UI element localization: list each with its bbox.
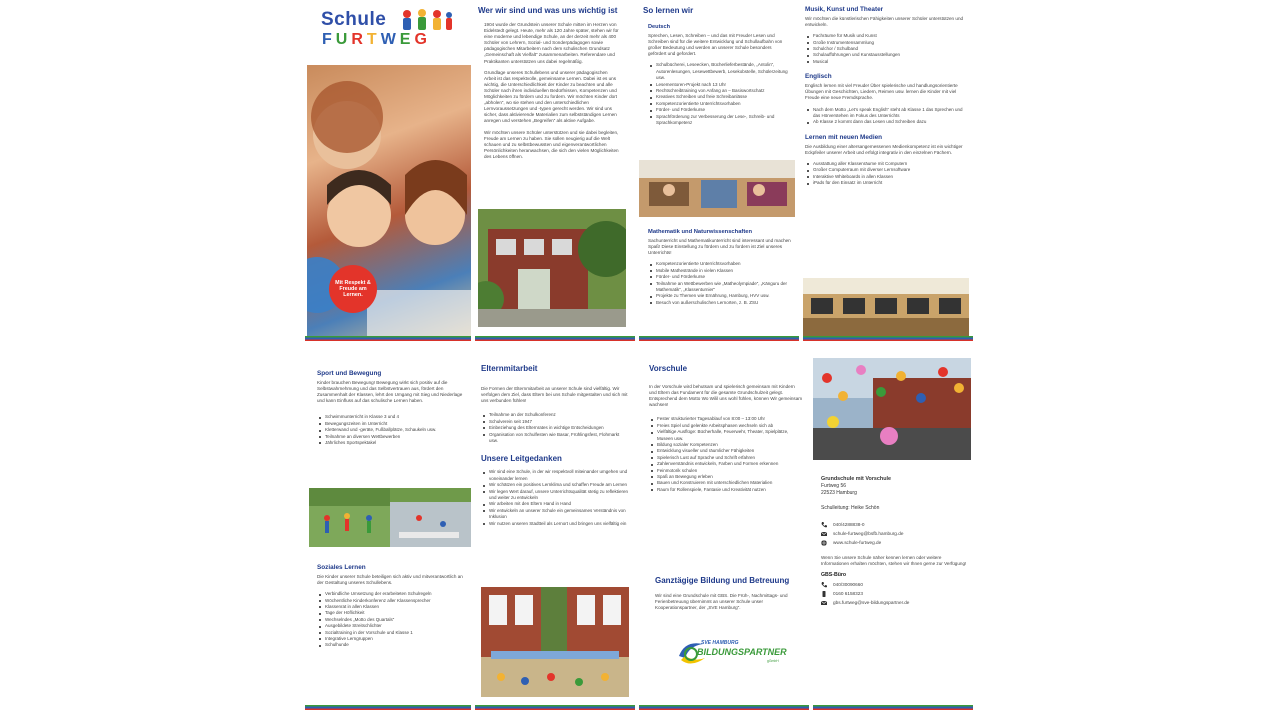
list-item: Teilnahme an Wettbewerben wie „Matheolympiade“, „Känguru der Mathematik“, „Klassenturnier“ bbox=[656, 281, 793, 294]
schoolyard-event-photo bbox=[481, 587, 629, 697]
paragraph: In der Vorschule wird behutsam und spielerisch gemeinsam mit Kindern und Eltern das Fundament für die gesamte Grundschulzeit gelegt. Entsprechend dem Motto Wo Wilil uns wohl fühlen, können Wir gemeinsam wachsen! bbox=[649, 384, 803, 408]
email-row bbox=[821, 529, 969, 538]
city: 22523 Hamburg bbox=[821, 490, 857, 496]
panel-preschool bbox=[639, 350, 809, 716]
logo-letter: E bbox=[399, 31, 413, 48]
paragraph: Grundlage unseres Schullebens und unserer pädagogischen Arbeit ist das respektvolle, gemeinsame Lernen. Dabei ist es uns wichtig, die Unterschiedlichkeit der Kinder zu beachten und alle Schüler nach ihren individuellen Bedürfnissen, Kompetenzen und Möglichkeiten zu fördern und zu fordern. Wir möchten Kinder dort „abholen“, wo sie stehen und den unterschiedlichen Lernvoraussetzungen und -typen gerecht werden. Wir sind uns sicher, dass aktivierende Materialien zum selbstständigen Lernen anregen und verstehen „Begreifen“ als aktive Aufgabe. bbox=[484, 69, 618, 124]
section-title-deutsch: Deutsch bbox=[648, 24, 671, 30]
list-item: Fachräume für Musik und Kunst bbox=[813, 33, 969, 39]
mail-icon bbox=[821, 600, 827, 606]
deutsch-list bbox=[648, 62, 790, 126]
logo-schule-text: Schule bbox=[321, 9, 387, 30]
computer-room-photo bbox=[803, 278, 969, 336]
globe-icon bbox=[821, 540, 827, 546]
list-item: Zahlenverständnis entwickeln, Farben und Formen erkennen bbox=[657, 461, 803, 467]
paragraph: Sprechen, Lesen, Schreiben – und das mit Freude! Lesen und Schreiben sind für die weitere Entwicklung und Schullaufbahn von großer Bedeutung und werden an unserer Schule besonders gefördert und gefordert. bbox=[648, 33, 783, 57]
section-title-gbs: Ganztägige Bildung und Betreuung bbox=[655, 576, 790, 585]
school-name: Grundschule mit Vorschule bbox=[821, 476, 891, 482]
list-item: Ausgebildete Streitschlichter bbox=[325, 623, 467, 629]
list-item: Große Instrumentensammlung bbox=[813, 40, 969, 46]
logo-letter: W bbox=[380, 31, 398, 48]
color-stripe bbox=[639, 336, 799, 341]
list-item: Teilnahme an diversen Wettbewerben bbox=[325, 434, 467, 440]
list-item: Freies Spiel und gelenkte Arbeitsphasen wechseln sich ab bbox=[657, 423, 803, 429]
paragraph: Englisch lernen mit viel Freude! Über spielerische und handlungsorientierte Übungen mit Geschichten, Liedern, Reimen usw. lernen die Kinder mit viel Freude eine neue Fremdsprache. bbox=[805, 83, 958, 101]
list-item: Schwimmunterricht in Klasse 3 und 4 bbox=[325, 414, 467, 420]
sve-logo-top-text: SVE HAMBURG bbox=[701, 640, 739, 646]
panel-contact bbox=[813, 350, 973, 716]
list-item: Bauen und Konstruieren mit unterschiedlichen Materialien bbox=[657, 480, 803, 486]
list-item: Interaktive Whiteboards in allen Klassen bbox=[813, 174, 969, 180]
logo-letter: G bbox=[414, 31, 429, 48]
list-item: Kompetenzorientierte Unterrichtsvorhaben bbox=[656, 101, 790, 107]
section-title-social: Soziales Lernen bbox=[317, 564, 366, 571]
panel-sport-social bbox=[305, 350, 471, 716]
list-item: Großer Computerraum mit diverser Lernsoftware bbox=[813, 167, 969, 173]
gbs-mobile-row bbox=[821, 589, 969, 598]
paragraph: Sachunterricht und Mathematikunterricht sind interessant und machen Spaß! Diese Einstellung zu fördern und zu fordern ist Ziel unseres Unterrichts! bbox=[648, 238, 791, 256]
panel-title: Wer wir sind und was uns wichtig ist bbox=[478, 6, 618, 15]
sve-logo-main-text: BILDUNGSPARTNER bbox=[697, 647, 787, 657]
motto-badge: Mit Respekt & Freude am Lernen. bbox=[329, 265, 377, 313]
list-item: Mobile Mathestrände in vielen Klassen bbox=[656, 268, 793, 274]
headmaster: Schulleitung: Heike Schön bbox=[821, 505, 880, 511]
paragraph: Wir sind eine Grundschule mit GBS. Die Früh-, Nachmittags- und Ferienbetreuung übernimmt an unserer Schule unser Kooperationspartner, der „SVE Hamburg“. bbox=[655, 593, 788, 611]
web-row bbox=[821, 538, 969, 547]
gbs-office-title: GBS-Büro bbox=[821, 572, 847, 579]
sve-bildungspartner-logo bbox=[675, 638, 785, 670]
phone-icon bbox=[821, 582, 827, 588]
list-item: Spaß an Bewegung erleben bbox=[657, 474, 803, 480]
paragraph: Die Ausbildung einer altersangemessenen Medienkompetenz ist ein wichtiger Eckpfeiler unserer Arbeit und erfolgt integrativ in den einzelnen Fächern. bbox=[805, 143, 963, 155]
phone-icon bbox=[821, 522, 827, 528]
list-item: Wir legen Wert darauf, unsere Unterrichtsqualität stetig zu reflektieren und weiter zu entwickeln bbox=[489, 488, 628, 500]
section-title-english: Englisch bbox=[805, 73, 832, 81]
media-list bbox=[805, 161, 969, 187]
paragraph: Wir möchten unsere Schüler unterstützen und sie dabei begleiten, Freude am Lernen zu haben. Sie sollen neugierig auf die Welt schauen und zu selbstbewussten und eigenverantwortlichen Persönlichkeiten heranwachsen, die sich den vielen Möglichkeiten des Lebens öffnen. bbox=[484, 129, 619, 159]
gbs-mobile-text: 0160 6158323 bbox=[833, 591, 863, 597]
logo-letter: T bbox=[366, 31, 379, 48]
color-stripe bbox=[305, 336, 471, 341]
list-item: Schulverein seit 1947 bbox=[489, 419, 629, 425]
list-item: Spielerisch Lust auf Sprache und Schrift erfahren bbox=[657, 455, 803, 461]
guiding-principles-list bbox=[481, 469, 629, 527]
section-title-music: Musik, Kunst und Theater bbox=[805, 6, 884, 13]
color-stripe bbox=[305, 705, 471, 710]
list-item: Schulchor / Schulband bbox=[813, 46, 969, 52]
math-list bbox=[648, 261, 793, 306]
list-item: Fester strukturierter Tagesablauf von 8:00 – 13:00 Uhr bbox=[657, 416, 803, 422]
mail-icon bbox=[821, 531, 827, 537]
list-item: Einbeziehung des Elternrates in wichtige Entscheidungen bbox=[489, 425, 629, 431]
paragraph: Die Kinder unserer Schule beteiligen sich aktiv und mitverantwortlich an der Gestaltung unseres Schullebens. bbox=[317, 574, 463, 586]
list-item: Sprachförderung zur Verbesserung der Lese-, Schreib- und Sprachkompetenz bbox=[656, 114, 790, 127]
music-list bbox=[805, 33, 969, 65]
section-title-media: Lernen mit neuen Medien bbox=[805, 133, 883, 141]
paragraph: Wir möchten die künstlerischen Fähigkeiten unserer Schüler unterstützen und entwickeln. bbox=[805, 16, 964, 28]
street: Furtweg 56 bbox=[821, 483, 847, 489]
invitation-text: Wenn Sie unsere Schule näher kennen lernen oder weitere Informationen erhalten möchten, stehen wir Ihnen gerne zur Verfügung! bbox=[821, 555, 967, 567]
list-item: Wir sind eine Schule, in der wir respektvoll miteinander umgehen und voneinander lernen bbox=[489, 469, 628, 481]
list-item: Förder- und Förderkurse bbox=[656, 274, 793, 280]
logo-letter: F bbox=[322, 31, 334, 48]
list-item: Schulbücherei, Leseecken, Bücherlieferbestände, „Antolin“, Autorenlesungen, Lesewettbewerb, Lesekobstelle, Schülerzeitung usw. bbox=[656, 62, 790, 81]
color-stripe bbox=[475, 705, 635, 710]
logo-letter: R bbox=[351, 31, 365, 48]
section-title-parents: Elternmitarbeit bbox=[481, 364, 538, 373]
list-item: Wir arbeiten mit den Eltern Hand in Hand bbox=[489, 501, 629, 507]
social-list bbox=[317, 591, 467, 649]
parents-list bbox=[481, 412, 629, 444]
list-item: Wechselndes „Motto des Quartals“ bbox=[325, 617, 467, 623]
list-item: Ab Klasse 2 kommt dann das Lesen und Schreiben dazu bbox=[813, 119, 969, 125]
gbs-phone-text: 040/30090660 bbox=[833, 582, 863, 588]
panel-so-lernen-wir bbox=[639, 3, 799, 342]
list-item: Projekte zu Themen wie Ernährung, Hamburg, HVV usw. bbox=[656, 293, 793, 299]
panel-music-english-media bbox=[803, 3, 973, 342]
list-item: Bildung sozialer Kompetenzen bbox=[657, 442, 803, 448]
preschool-list bbox=[649, 416, 803, 493]
list-item: Klassenrat in allen Klassen bbox=[325, 604, 467, 610]
mobile-phone-icon bbox=[821, 591, 827, 597]
list-item: Schulhunde bbox=[325, 642, 467, 648]
kids-illustration-icon bbox=[397, 8, 455, 32]
list-item: Kompetenzorientierte Unterrichtsvorhaben bbox=[656, 261, 793, 267]
color-stripe bbox=[639, 705, 809, 710]
section-title-guiding-principles: Unsere Leitgedanken bbox=[481, 454, 562, 464]
list-item: Organisation von Schulfesten wie Basar, Frühlingsfest, Flohmarkt usw. bbox=[489, 432, 629, 445]
list-item: Sozialtraining in der Vorschule und Klasse 1 bbox=[325, 630, 467, 636]
list-item: Rechtschreibtraining von Anfang an – Basiswortschatz bbox=[656, 88, 790, 94]
section-title-sport: Sport und Bewegung bbox=[317, 370, 382, 377]
balloons-photo bbox=[813, 358, 971, 460]
list-item: iPads für den Einsatz im Unterricht bbox=[813, 180, 969, 186]
list-item: Tage der Höflichkeit bbox=[325, 610, 467, 616]
gbs-email-row bbox=[821, 598, 969, 607]
paragraph: 1904 wurde der Grundstein unserer Schule mitten im Herzen von Eidelstedt gelegt. Heute, mehr als 120 Jahre später, stehen wir für eine moderne und lebendige Schule, an der derzeit mehr als 400 Schüler von Lehrern, Sozial- und Sonderpädagogen sowie pädagogischen Mitarbeitern nach dem schulischen Grundsatz „Gemeinschaft als Vielfalt“ zusammenarbeiten. Referendare und Praktikanten unterstützen uns dabei regelmäßig. bbox=[484, 22, 619, 64]
color-stripe bbox=[475, 336, 635, 341]
list-item: Verbindliche Umsetzung der erarbeiteten Schulregeln bbox=[325, 591, 467, 597]
section-title-preschool: Vorschule bbox=[649, 364, 688, 373]
color-stripe bbox=[813, 705, 973, 710]
list-item: Schulaufführungen und Kunstausstellungen bbox=[813, 52, 969, 58]
classroom-photo bbox=[639, 160, 795, 217]
panel-who-we-are bbox=[475, 3, 635, 342]
list-item: Besuch von außerschulischen Lernorten, z. B. ZSU bbox=[656, 300, 793, 306]
list-item: Kreatives Schreiben und freie Schreibanlässe bbox=[656, 94, 790, 100]
list-item: Wir nutzen unseren Stadtteil als Lernort und bringen uns vielfältig ein bbox=[489, 521, 629, 527]
list-item: Feinmotorik schulen bbox=[657, 468, 803, 474]
list-item: Bewegungszeiten im Unterricht bbox=[325, 421, 467, 427]
list-item: Integrative Lerngruppen bbox=[325, 636, 467, 642]
paragraph: Die Formen der Elternmitarbeit an unserer Schule sind vielfältig. Wir verfolgen dem Ziel, dass Eltern bei uns Schule mitgestalten und sich mit uns verbunden fühlen! bbox=[481, 386, 628, 404]
cover-panel bbox=[305, 3, 471, 342]
school-building-photo bbox=[478, 209, 626, 327]
color-stripe bbox=[803, 336, 973, 341]
web-text[interactable]: www.schule-furtweg.de bbox=[833, 540, 882, 545]
list-item: Entwicklung visueller und räumlicher Fähigkeiten bbox=[657, 448, 803, 454]
sport-list bbox=[317, 414, 467, 446]
brochure-inside bbox=[305, 350, 973, 716]
sports-photo bbox=[309, 488, 471, 547]
logo-letter: U bbox=[335, 31, 350, 48]
list-item: Lesementoren-Projekt nach 13 Uhr bbox=[656, 82, 790, 88]
list-item: Jährliches Sportspektakel bbox=[325, 440, 467, 446]
list-item: Förder- und Förderkurse bbox=[656, 107, 790, 113]
section-title-math: Mathematik und Naturwissenschaften bbox=[648, 229, 753, 235]
english-list bbox=[805, 107, 969, 126]
list-item: Musical bbox=[813, 59, 969, 65]
logo-furtweg bbox=[321, 31, 430, 49]
list-item: Raum für Rollenspiele, Fantasie und Kreativität nutzen bbox=[657, 487, 803, 493]
phone-row bbox=[821, 520, 969, 529]
list-item: Kletterwand und -geräte, Fußballplätze, Schaukeln usw. bbox=[325, 427, 467, 433]
list-item: Wir schätzen ein positives Lernklima und schaffen Freude am Lernen bbox=[489, 482, 627, 488]
list-item: Vielfältige Ausflüge: Bücherhalle, Feuerwehr, Theater, Spielplätze, Museen usw. bbox=[657, 429, 803, 442]
phone-text: 040/4288838-0 bbox=[833, 522, 865, 527]
contact-address bbox=[821, 476, 969, 497]
email-text[interactable]: schule-furtweg@bsfb.hamburg.de bbox=[833, 531, 904, 536]
list-item: Ausstattung aller Klassenräume mit Computern bbox=[813, 161, 969, 167]
gbs-email-text[interactable]: gbs.furtweg@sve-bildungspartner.de bbox=[833, 600, 910, 606]
panel-parents bbox=[475, 350, 635, 716]
brochure-outside bbox=[305, 3, 973, 342]
panel-title: So lernen wir bbox=[643, 6, 694, 15]
list-item: Nach dem Motto „Let’s speak English“ steht ab Klasse 1 das Sprechen und das Hörverstehen im Fokus des Unterrichts bbox=[813, 107, 969, 120]
list-item: Teilnahme an der Schulkonferenz bbox=[489, 412, 629, 418]
list-item: Wir entwickeln an unserer Schule ein gemeinsames Verständnis von Inklusion bbox=[489, 508, 629, 521]
paragraph: Kinder brauchen Bewegung! Bewegung wirkt sich positiv auf die Selbstwahrnehmung und das Selbstvertrauen aus, fördert den Zusammenhalt der Klassen, lehrt den Umgang mit Sieg und Niederlage und kann Einfluss auf das schulische Lernen haben. bbox=[317, 380, 463, 404]
list-item: Wöchentliche Kinderkonferenz aller Klassensprecher bbox=[325, 598, 467, 604]
gbs-phone-row bbox=[821, 580, 969, 589]
sve-logo-small-text: gGmbH bbox=[767, 659, 779, 663]
